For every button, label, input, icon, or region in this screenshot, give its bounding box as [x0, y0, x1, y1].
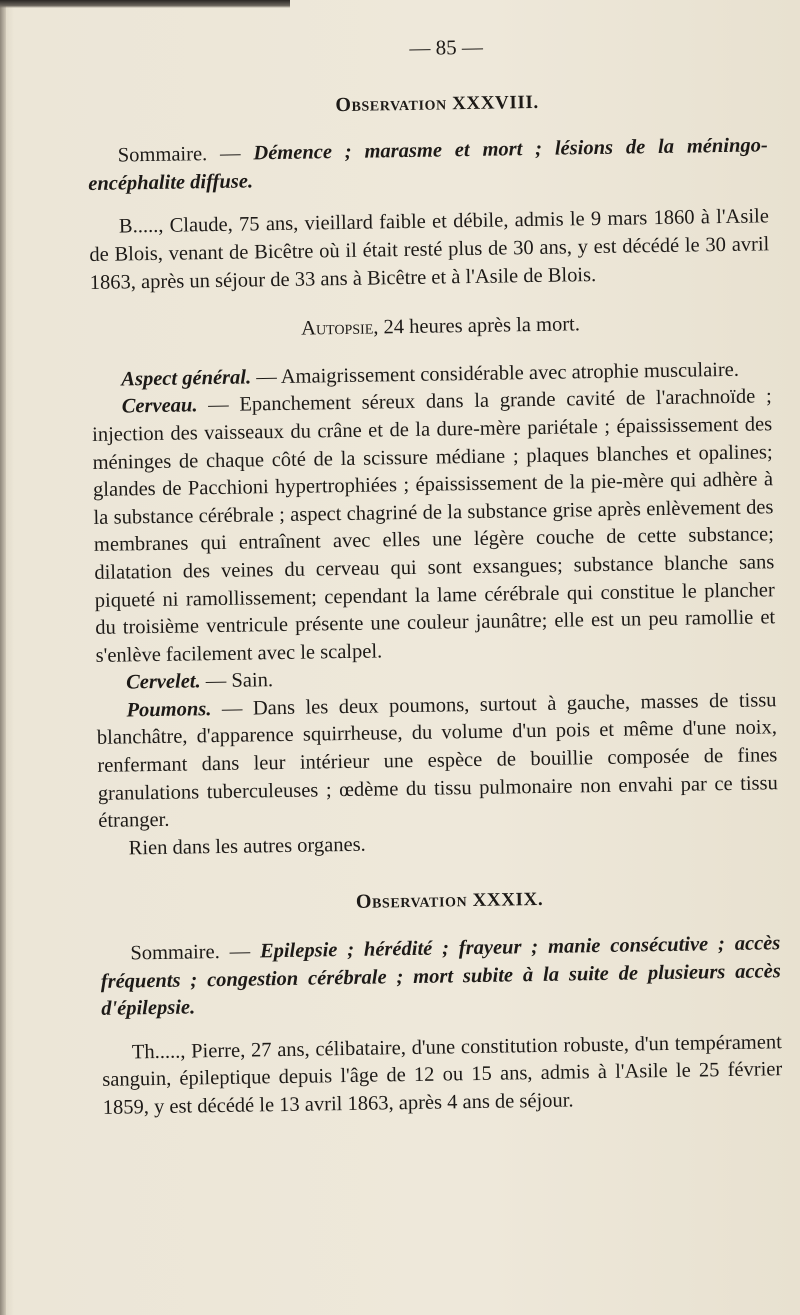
observation-label: Observation — [335, 91, 447, 116]
observation-39-summary — [100, 930, 781, 1023]
autopsie-heading — [110, 308, 770, 346]
summary-label: Sommaire. — — [117, 142, 254, 167]
observation-38-summary — [88, 132, 769, 198]
aspect-general-text: — Amaigrissement considérable avec atrophie musculaire. — [250, 358, 740, 389]
poumons-paragraph — [96, 687, 778, 836]
page-number: — 85 — — [409, 34, 484, 60]
autopsie-label: Autopsie, — [300, 316, 379, 340]
cerveau-text: — Epanchement séreux dans la grande cavité de l'arachnoïde ; injection des vaisseaux du crâne et de la dure-mère pariétale ; épaississement des méninges de chaque côté de la scissure médiane ; plaques blanches et opalines; glandes de Pacchioni hypertrophiées ; épaississement de la pie-mère qui adhère à la substance cérébrale ; aspect chagriné de la substance grise après enlèvement des membranes qui entraînent avec elles une légère couche de cette substance; dilatation des veines du cerveau qui sont exsangues; substance blanche sans piqueté ni ramollissement; cependant la lame cérébrale qui constitue le plancher du troisième ventricule présente une couleur jaunâtre; elle est un peu ramollie et s'enlève facilement avec le scalpel. — [92, 385, 776, 667]
observation-label: Observation — [355, 889, 468, 914]
cervelet-label: Cervelet. — [125, 670, 201, 694]
observation-38-heading — [107, 85, 767, 123]
aspect-general-label: Aspect général. — [121, 366, 252, 391]
poumons-label: Poumons. — [126, 697, 212, 722]
summary-text: Démence ; marasme et mort ; lésions de la méningo-encéphalite diffuse. — [88, 134, 768, 195]
summary-text: Epilepsie ; hérédité ; frayeur ; manie consécutive ; accès fréquents ; congestion cérébrale ; mort subite à la suite de plusieurs accès d'épilepsie. — [100, 932, 781, 1021]
autopsie-time: 24 heures après la mort. — [378, 313, 581, 339]
page-edge-shadow — [0, 0, 6, 1315]
autres-organes-line: Rien dans les autres organes. — [128, 833, 366, 860]
observation-number: XXXVIII. — [451, 91, 539, 114]
observation-39-intro: Th....., Pierre, 27 ans, célibataire, d'une constitution robuste, d'un tempérament sanguin, épileptique depuis l'âge de 12 ou 15 ans, admis à l'Asile le 25 février 1859, y est décédé le 13 avril 1863, après 4 ans de séjour. — [102, 1031, 783, 1119]
cervelet-text: — Sain. — [200, 669, 274, 693]
summary-label: Sommaire. — — [130, 940, 261, 965]
observation-39-heading — [119, 883, 779, 921]
observation-number: XXXIX. — [472, 889, 544, 912]
page-text-block — [86, 29, 783, 1122]
cerveau-paragraph — [92, 384, 776, 671]
poumons-text: — Dans les deux poumons, surtout à gauche, masses de tissu blanchâtre, d'apparence squirrheuse, du volume d'un pois et même d'une noix, renfermant dans leur intérieur une espèce de bouillie composée de fines granulations tuberculeuses ; œdème du tissu pulmonaire non envahi par ce tissu étranger. — [96, 689, 778, 833]
scan-border — [0, 0, 290, 8]
cerveau-label: Cerveau. — [121, 394, 198, 418]
observation-38-intro: B....., Claude, 75 ans, vieillard faible et débile, admis le 9 mars 1860 à l'Asile de Blois, venant de Bicêtre où il était resté plus de 30 ans, y est décédé le 30 avril 1863, après un séjour de 33 ans à Bicêtre et à l'Asile de Blois. — [89, 205, 770, 294]
